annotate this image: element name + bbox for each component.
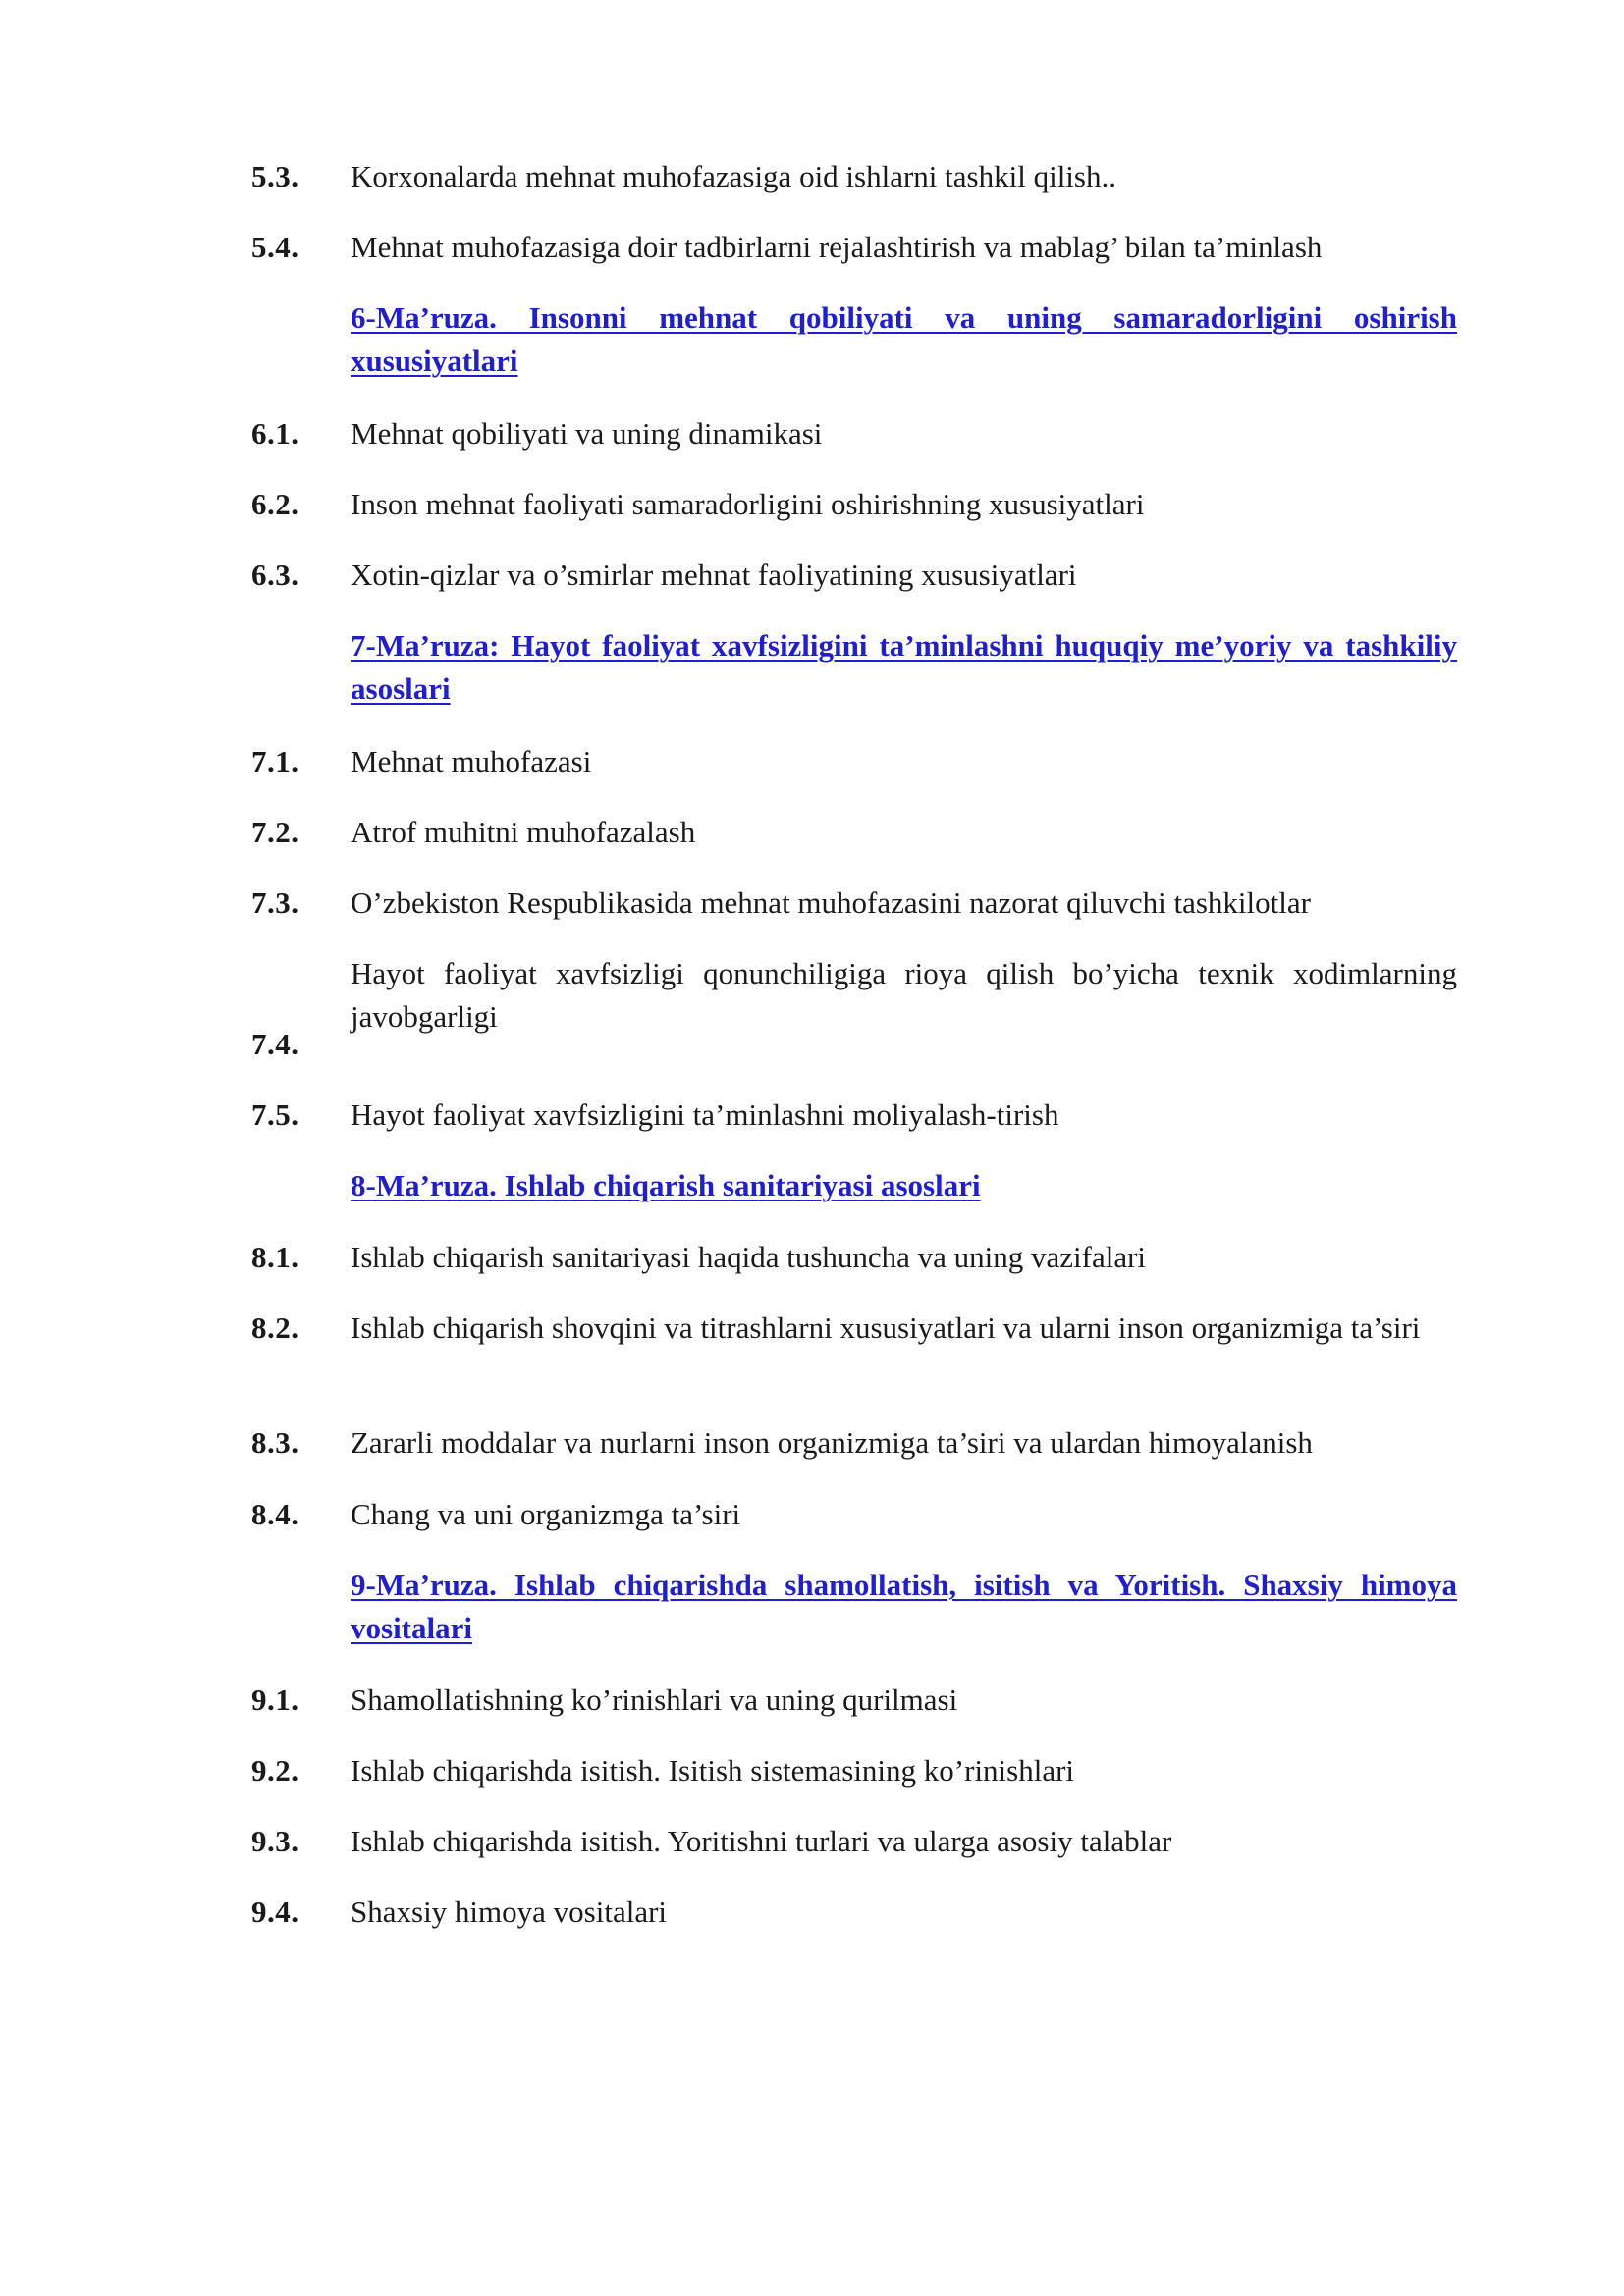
lecture-heading-link[interactable]: 7-Ma’ruza: Hayot faoliyat xavfsizligini ta’minlashni huquqiy me’yoriy va tashkiliy asoslari: [351, 628, 1457, 706]
item-number: 8.1.: [251, 1240, 299, 1274]
item-number: 7.2.: [251, 815, 299, 849]
item-number: 7.1.: [251, 744, 299, 778]
item-text: Hayot faoliyat xavfsizligini ta’minlashni moliyalash-tirish: [351, 1097, 1059, 1132]
item-text: Zararli moddalar va nurlarni inson organizmiga ta’siri va ulardan himoyalanish: [351, 1425, 1313, 1460]
item-text: Korxonalarda mehnat muhofazasiga oid ishlarni tashkil qilish..: [351, 159, 1116, 193]
item-text: Shaxsiy himoya vositalari: [351, 1895, 668, 1929]
item-number: 8.4.: [251, 1497, 299, 1531]
item-number: 5.4.: [251, 230, 299, 264]
lecture-heading-link[interactable]: 9-Ma’ruza. Ishlab chiqarishda shamollatish, isitish va Yoritish. Shaxsiy himoya vositalari: [351, 1568, 1457, 1645]
item-number: 9.3.: [251, 1824, 299, 1858]
item-number: 7.4.: [251, 1027, 299, 1061]
lecture-heading-link[interactable]: 6-Ma’ruza. Insonni mehnat qobiliyati va uning samaradorligini oshirish xususiyatlari: [351, 300, 1457, 378]
item-text: Shamollatishning ko’rinishlari va uning qurilmasi: [351, 1682, 958, 1717]
item-text: Mehnat muhofazasi: [351, 744, 592, 778]
item-number: 5.3.: [251, 159, 299, 193]
item-text: Inson mehnat faoliyati samaradorligini oshirishning xususiyatlari: [351, 487, 1145, 521]
item-text: Ishlab chiqarishda isitish. Yoritishni turlari va ularga asosiy talablar: [351, 1824, 1172, 1858]
item-number: 9.4.: [251, 1895, 299, 1929]
item-number: 6.1.: [251, 416, 299, 451]
item-text: Mehnat muhofazasiga doir tadbirlarni rejalashtirish va mablag’ bilan ta’minlash: [351, 230, 1323, 264]
item-text: Atrof muhitni muhofazalash: [351, 815, 696, 849]
item-text: O’zbekiston Respublikasida mehnat muhofazasini nazorat qiluvchi tashkilotlar: [351, 885, 1311, 920]
lecture-heading-link[interactable]: 8-Ma’ruza. Ishlab chiqarish sanitariyasi asoslari: [351, 1168, 981, 1202]
item-number: 9.1.: [251, 1682, 299, 1717]
item-number: 7.3.: [251, 885, 299, 920]
item-text: Xotin-qizlar va o’smirlar mehnat faoliyatining xususiyatlari: [351, 558, 1077, 592]
item-number: 6.2.: [251, 487, 299, 521]
item-text: Ishlab chiqarish sanitariyasi haqida tushuncha va uning vazifalari: [351, 1240, 1147, 1274]
item-number: 6.3.: [251, 558, 299, 592]
item-number: 8.2.: [251, 1310, 299, 1345]
item-number: 9.2.: [251, 1753, 299, 1788]
item-text: Ishlab chiqarishda isitish. Isitish sistemasining ko’rinishlari: [351, 1753, 1075, 1788]
item-text: Mehnat qobiliyati va uning dinamikasi: [351, 416, 823, 451]
item-text: Hayot faoliyat xavfsizligi qonunchiligiga rioya qilish bo’yicha texnik xodimlarning javobgarligi: [351, 956, 1457, 1034]
item-text: Chang va uni organizmga ta’siri: [351, 1497, 741, 1531]
item-number: 7.5.: [251, 1097, 299, 1132]
item-number: 8.3.: [251, 1425, 299, 1460]
item-text: Ishlab chiqarish shovqini va titrashlarni xususiyatlari va ularni inson organizmiga ta’siri: [351, 1310, 1421, 1345]
